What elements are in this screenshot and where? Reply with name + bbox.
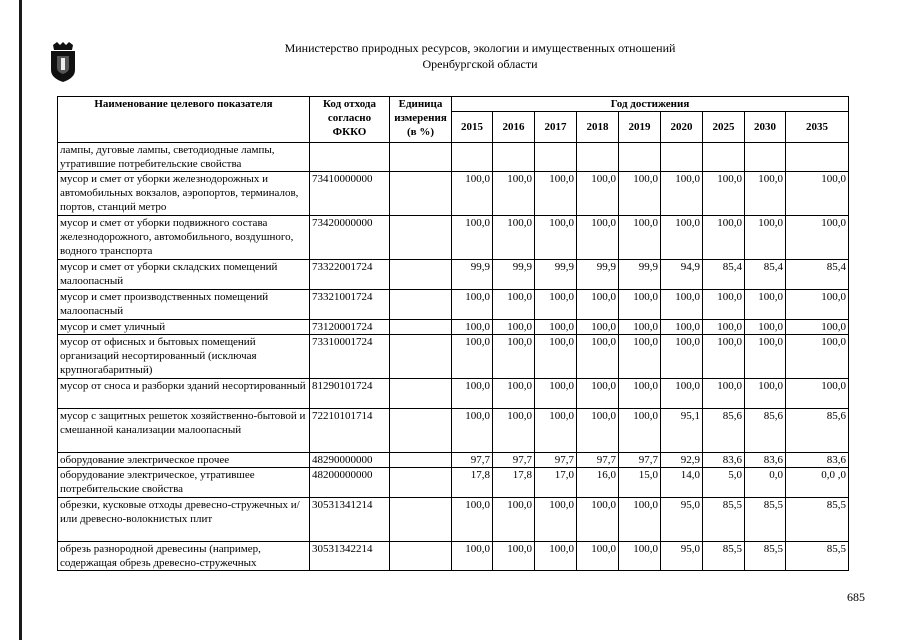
- header-unit: Единица измерения (в %): [390, 97, 452, 143]
- value-cell: 100,0: [452, 216, 493, 260]
- value-cell: 85,5: [703, 542, 745, 571]
- value-cell: 97,7: [452, 453, 493, 468]
- unit-cell: [390, 290, 452, 320]
- year-header: 2016: [493, 112, 535, 143]
- table-row: [58, 453, 849, 468]
- page-number: 685: [847, 590, 865, 604]
- waste-code: 48200000000: [310, 468, 390, 498]
- value-cell: 99,9: [452, 260, 493, 290]
- table-row: [58, 542, 849, 571]
- year-header: 2017: [535, 112, 577, 143]
- value-cell: 100,0: [493, 172, 535, 216]
- unit-cell: [390, 320, 452, 335]
- value-cell: 100,0: [786, 216, 849, 260]
- unit-cell: [390, 335, 452, 379]
- waste-code: 73322001724: [310, 260, 390, 290]
- value-cell: [703, 143, 745, 172]
- value-cell: 85,4: [745, 260, 786, 290]
- value-cell: 100,0: [535, 335, 577, 379]
- value-cell: 100,0: [493, 320, 535, 335]
- table-row: [58, 498, 849, 542]
- value-cell: 100,0: [619, 216, 661, 260]
- value-cell: 100,0: [661, 216, 703, 260]
- waste-code: 73321001724: [310, 290, 390, 320]
- value-cell: 85,6: [703, 409, 745, 453]
- ministry-name: Министерство природных ресурсов, экологии и имущественных отношений: [284, 41, 676, 55]
- value-cell: 100,0: [577, 379, 619, 409]
- value-cell: 100,0: [745, 290, 786, 320]
- value-cell: 100,0: [745, 172, 786, 216]
- value-cell: 100,0: [535, 379, 577, 409]
- unit-cell: [390, 172, 452, 216]
- indicator-name: лампы, дуговые лампы, светодиодные лампы, утратившие потребительские свойства: [58, 143, 310, 172]
- value-cell: 85,5: [745, 542, 786, 571]
- value-cell: 85,5: [703, 498, 745, 542]
- waste-code: [310, 143, 390, 172]
- value-cell: 100,0: [745, 379, 786, 409]
- value-cell: 0,0 ,0: [786, 468, 849, 498]
- value-cell: 100,0: [535, 409, 577, 453]
- unit-cell: [390, 468, 452, 498]
- indicator-name: оборудование электрическое прочее: [58, 453, 310, 468]
- scan-edge-bar: [19, 0, 22, 640]
- value-cell: 100,0: [493, 216, 535, 260]
- table-row: [58, 468, 849, 498]
- header-years-group: Год достижения: [452, 97, 849, 112]
- unit-cell: [390, 409, 452, 453]
- value-cell: [619, 143, 661, 172]
- value-cell: 100,0: [493, 335, 535, 379]
- waste-code: 73310001724: [310, 335, 390, 379]
- document-header: [140, 40, 820, 72]
- value-cell: [577, 143, 619, 172]
- value-cell: 100,0: [661, 335, 703, 379]
- value-cell: 85,5: [786, 542, 849, 571]
- value-cell: 97,7: [619, 453, 661, 468]
- waste-code: 72210101714: [310, 409, 390, 453]
- unit-cell: [390, 143, 452, 172]
- value-cell: 100,0: [703, 320, 745, 335]
- value-cell: 100,0: [452, 498, 493, 542]
- value-cell: 100,0: [535, 172, 577, 216]
- value-cell: 85,4: [703, 260, 745, 290]
- value-cell: 95,1: [661, 409, 703, 453]
- value-cell: 100,0: [619, 498, 661, 542]
- value-cell: 85,6: [745, 409, 786, 453]
- value-cell: 100,0: [493, 290, 535, 320]
- value-cell: 85,5: [786, 498, 849, 542]
- value-cell: 100,0: [661, 172, 703, 216]
- value-cell: 95,0: [661, 498, 703, 542]
- waste-code: 73120001724: [310, 320, 390, 335]
- value-cell: 97,7: [535, 453, 577, 468]
- table-row: [58, 143, 849, 172]
- value-cell: 0,0: [745, 468, 786, 498]
- unit-cell: [390, 216, 452, 260]
- value-cell: 100,0: [786, 335, 849, 379]
- indicator-name: мусор и смет уличный: [58, 320, 310, 335]
- value-cell: 100,0: [493, 542, 535, 571]
- indicator-name: мусор от офисных и бытовых помещений организаций несортированный (исключая крупногабаритный): [58, 335, 310, 379]
- value-cell: 83,6: [786, 453, 849, 468]
- value-cell: 100,0: [619, 542, 661, 571]
- value-cell: 100,0: [619, 290, 661, 320]
- header-name: Наименование целевого показателя: [58, 97, 310, 143]
- value-cell: [661, 143, 703, 172]
- value-cell: 100,0: [577, 320, 619, 335]
- value-cell: 100,0: [703, 172, 745, 216]
- value-cell: 97,7: [577, 453, 619, 468]
- value-cell: 85,4: [786, 260, 849, 290]
- year-header: 2020: [661, 112, 703, 143]
- value-cell: [786, 143, 849, 172]
- value-cell: 99,9: [577, 260, 619, 290]
- table-row: [58, 320, 849, 335]
- value-cell: 99,9: [493, 260, 535, 290]
- value-cell: 100,0: [619, 320, 661, 335]
- indicator-name: мусор и смет от уборки складских помещений малоопасный: [58, 260, 310, 290]
- table-row: [58, 290, 849, 320]
- value-cell: [535, 143, 577, 172]
- value-cell: 100,0: [452, 409, 493, 453]
- value-cell: 97,7: [493, 453, 535, 468]
- value-cell: [493, 143, 535, 172]
- value-cell: 85,6: [786, 409, 849, 453]
- value-cell: 100,0: [703, 290, 745, 320]
- value-cell: 100,0: [703, 379, 745, 409]
- indicator-name: мусор и смет от уборки подвижного состава железнодорожного, автомобильного, воздушного, водного транспорта: [58, 216, 310, 260]
- waste-code: 73420000000: [310, 216, 390, 260]
- year-header: 2025: [703, 112, 745, 143]
- value-cell: 100,0: [619, 335, 661, 379]
- waste-code: 73410000000: [310, 172, 390, 216]
- value-cell: 100,0: [619, 172, 661, 216]
- indicator-name: мусор от сноса и разборки зданий несортированный: [58, 379, 310, 409]
- value-cell: 100,0: [703, 335, 745, 379]
- table-row: [58, 379, 849, 409]
- unit-cell: [390, 260, 452, 290]
- value-cell: 100,0: [452, 290, 493, 320]
- value-cell: 95,0: [661, 542, 703, 571]
- table-row: [58, 216, 849, 260]
- value-cell: 83,6: [703, 453, 745, 468]
- value-cell: 100,0: [619, 409, 661, 453]
- value-cell: [452, 143, 493, 172]
- waste-code: 81290101724: [310, 379, 390, 409]
- header-code: Код отхода согласно ФККО: [310, 97, 390, 143]
- region-name: Оренбургской области: [422, 57, 538, 71]
- waste-code: 30531341214: [310, 498, 390, 542]
- indicator-name: обрезь разнородной древесины (например, содержащая обрезь древесно-стружечных: [58, 542, 310, 571]
- value-cell: 100,0: [786, 172, 849, 216]
- value-cell: 100,0: [577, 216, 619, 260]
- targets-table: [57, 96, 849, 571]
- value-cell: 14,0: [661, 468, 703, 498]
- value-cell: 100,0: [786, 320, 849, 335]
- table-row: [58, 260, 849, 290]
- value-cell: 100,0: [703, 216, 745, 260]
- value-cell: 100,0: [452, 379, 493, 409]
- value-cell: 100,0: [661, 379, 703, 409]
- indicator-name: оборудование электрическое, утратившее потребительские свойства: [58, 468, 310, 498]
- table-row: [58, 335, 849, 379]
- value-cell: 100,0: [452, 172, 493, 216]
- value-cell: 100,0: [452, 320, 493, 335]
- value-cell: 85,5: [745, 498, 786, 542]
- value-cell: 100,0: [619, 379, 661, 409]
- value-cell: 100,0: [493, 409, 535, 453]
- unit-cell: [390, 542, 452, 571]
- value-cell: 16,0: [577, 468, 619, 498]
- value-cell: 100,0: [535, 320, 577, 335]
- value-cell: 100,0: [577, 498, 619, 542]
- value-cell: 100,0: [786, 379, 849, 409]
- value-cell: 100,0: [493, 379, 535, 409]
- year-header: 2030: [745, 112, 786, 143]
- value-cell: 100,0: [577, 290, 619, 320]
- value-cell: 17,8: [452, 468, 493, 498]
- value-cell: 15,0: [619, 468, 661, 498]
- value-cell: 100,0: [577, 335, 619, 379]
- year-header: 2019: [619, 112, 661, 143]
- value-cell: 100,0: [452, 542, 493, 571]
- table-row: [58, 409, 849, 453]
- value-cell: 100,0: [745, 216, 786, 260]
- waste-code: 48290000000: [310, 453, 390, 468]
- value-cell: 99,9: [619, 260, 661, 290]
- indicator-name: мусор и смет от уборки железнодорожных и автомобильных вокзалов, аэропортов, терминалов, портов, станций метро: [58, 172, 310, 216]
- value-cell: 100,0: [786, 290, 849, 320]
- value-cell: [745, 143, 786, 172]
- year-header: 2018: [577, 112, 619, 143]
- waste-code: 30531342214: [310, 542, 390, 571]
- value-cell: 100,0: [745, 335, 786, 379]
- year-header: 2035: [786, 112, 849, 143]
- value-cell: 100,0: [577, 542, 619, 571]
- value-cell: 100,0: [452, 335, 493, 379]
- table-row: [58, 172, 849, 216]
- value-cell: 17,8: [493, 468, 535, 498]
- value-cell: 100,0: [745, 320, 786, 335]
- value-cell: 100,0: [535, 216, 577, 260]
- unit-cell: [390, 498, 452, 542]
- indicator-name: мусор и смет производственных помещений малоопасный: [58, 290, 310, 320]
- coat-of-arms-icon: [49, 42, 77, 82]
- value-cell: 100,0: [577, 172, 619, 216]
- value-cell: 17,0: [535, 468, 577, 498]
- indicator-name: мусор с защитных решеток хозяйственно-бытовой и смешанной канализации малоопасный: [58, 409, 310, 453]
- value-cell: 83,6: [745, 453, 786, 468]
- value-cell: 100,0: [535, 542, 577, 571]
- value-cell: 100,0: [661, 290, 703, 320]
- value-cell: 100,0: [661, 320, 703, 335]
- unit-cell: [390, 453, 452, 468]
- indicator-name: обрезки, кусковые отходы древесно-стружечных и/или древесно-волокнистых плит: [58, 498, 310, 542]
- value-cell: 100,0: [535, 290, 577, 320]
- value-cell: 5,0: [703, 468, 745, 498]
- unit-cell: [390, 379, 452, 409]
- value-cell: 100,0: [535, 498, 577, 542]
- value-cell: 99,9: [535, 260, 577, 290]
- year-header: 2015: [452, 112, 493, 143]
- value-cell: 92,9: [661, 453, 703, 468]
- value-cell: 100,0: [577, 409, 619, 453]
- value-cell: 94,9: [661, 260, 703, 290]
- value-cell: 100,0: [493, 498, 535, 542]
